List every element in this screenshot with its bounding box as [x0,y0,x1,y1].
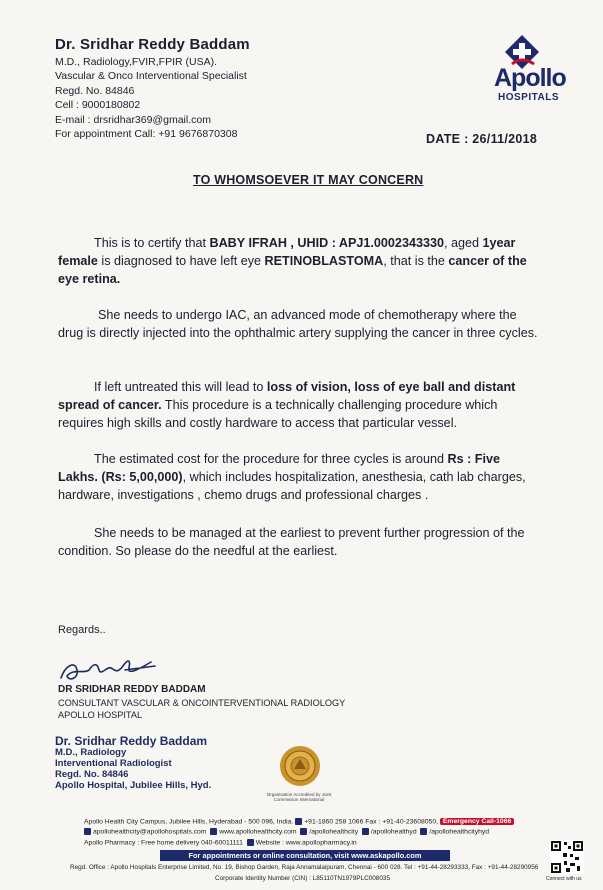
globe-icon [247,839,254,846]
specialty: Vascular & Onco Interventional Specialist [55,70,247,82]
twitter-icon [362,828,369,835]
letter-title: TO WHOMSOEVER IT MAY CONCERN [193,173,424,187]
footer-address-line: Apollo Health City Campus, Jubilee Hills, Hyderabad - 500 096, India. +91-1860 258 1066 Fax : +91-40-23608050, Emergency Call-1066 [84,818,514,825]
paragraph-3: If left untreated this will lead to loss of vision, loss of eye ball and distant spread of cancer. This procedure is a technically challenging procedure which requires high skills and costly hardware to access that particular vessel. [58,380,516,430]
footer-pharmacy-line: Apollo Pharmacy : Free home delivery 040-60011111 Website : www.apollopharmacy.in [84,839,357,847]
letter-date: DATE : 26/11/2018 [426,132,538,146]
facebook-icon [300,828,307,835]
logo-brand: Apollo [494,64,566,92]
qualifications: M.D., Radiology,FVIR,FPIR (USA). [55,55,218,68]
email-icon [84,828,91,835]
footer-contact-line: apollohealthcity@apollohospitals.com www.apollohealthcity.com /apollohealthcity /apollohealthyd /apollohealthcityhyd [84,828,489,835]
youtube-icon [420,828,427,835]
email-address: E-mail : drsridhar369@gmail.com [55,113,211,126]
signatory-hospital: APOLLO HOSPITAL [58,710,143,720]
cell-number: Cell : 9000180802 [55,99,141,111]
doctor-stamp: Dr. Sridhar Reddy Baddam M.D., Radiology Interventional Radiologist Regd. No. 84846 Apollo Hospital, Jubilee Hills, Hyd. [55,734,212,791]
paragraph-2: She needs to undergo IAC, an advanced mode of chemotherapy where the drug is directly injected into the ophthalmic artery supplying the cancer in three cycles. [58,308,538,340]
signatory-name: DR SRIDHAR REDDY BADDAM [58,684,206,695]
signatory-role: CONSULTANT VASCULAR & ONCOINTERVENTIONAL RADIOLOGY [58,697,346,708]
appointment-banner[interactable]: For appointments or online consultation, visit www.askapollo.com [160,850,450,861]
handwritten-signature [55,648,165,688]
regards: Regards.. [58,624,106,636]
jci-accreditation-seal-icon [279,745,321,787]
apollo-logo [488,32,588,107]
logo-subtitle: HOSPITALS [498,92,559,103]
emergency-badge: Emergency Call-1066 [440,818,514,825]
registered-office: Regd. Office : Apollo Hospitals Enterprise Limited, No. 19, Bishop Garden, Raja Annamalaipuram, Chennai - 600 028. Tel : +91-44-28293333, Fax : +91-44-28290956 [70,864,539,871]
phone-icon [295,818,302,825]
seal-caption: Organisation Accredited by Joint Commission International [266,792,332,802]
doctor-name: Dr. Sridhar Reddy Baddam [55,36,250,53]
signatory-block [58,684,345,722]
corporate-identity-number: Corporate Identity Number (CIN) : L85110TN1979PLC008035 [215,875,391,882]
letterhead [55,38,250,142]
appointment-phone: For appointment Call: +91 9676870308 [55,128,238,140]
paragraph-5: She needs to be managed at the earliest to prevent further progression of the condition. So please do the needful at the earliest. [58,526,525,558]
qr-caption: Connect with us [546,876,582,882]
paragraph-1: This is to certify that BABY IFRAH , UHID : APJ1.0002343330, aged 1year female is diagnosed to have left eye RETINOBLASTOMA, that is the cancer of the eye retina. [58,236,527,286]
qr-code-icon[interactable] [550,840,584,874]
registration-number: Regd. No. 84846 [55,84,135,97]
paragraph-4: The estimated cost for the procedure for three cycles is around Rs : Five Lakhs. (Rs: 5,00,000), which includes hospitalization, anesthesia, cath lab charges, hardware, investigations , chemo drugs and professional charges . [58,452,526,502]
globe-icon [210,828,217,835]
